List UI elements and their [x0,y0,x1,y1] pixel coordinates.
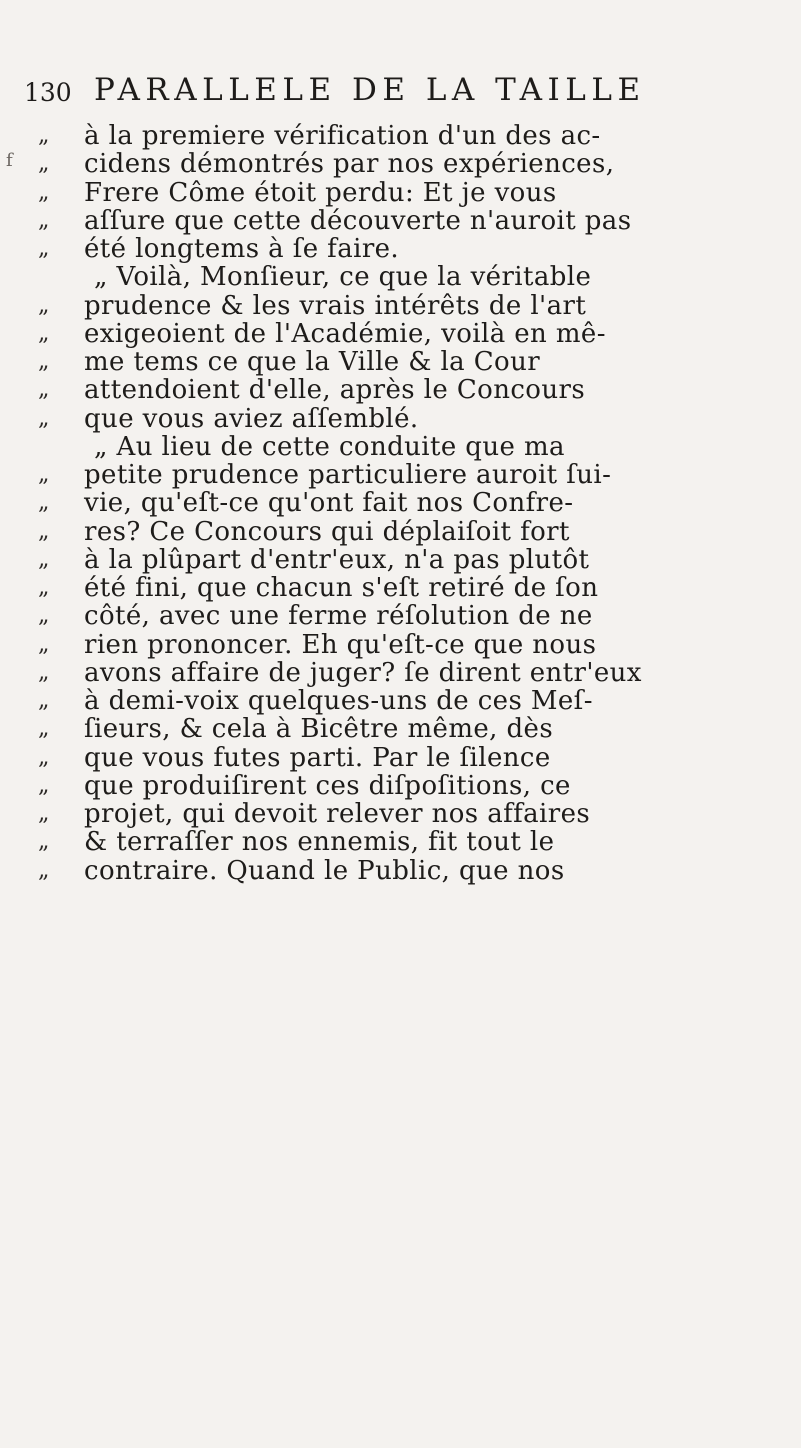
text-line [38,207,778,235]
line-text: & terraſſer nos ennemis, fit tout le [84,827,555,858]
text-line [38,659,778,687]
text-line [38,179,778,207]
line-text: petite prudence particuliere auroit ſui- [84,460,612,490]
quote-mark: „ [38,688,50,713]
line-text: aſſure que cette découverte n'auroit pas [84,205,632,236]
line-text: à la premiere vérification d'un des ac- [84,121,601,151]
line-text: Frere Côme étoit perdu: Et je vous [84,177,557,208]
line-text: à la plûpart d'entr'eux, n'a pas plutôt [84,544,590,575]
quote-mark: „ [38,179,50,205]
quote-mark: „ [38,207,50,233]
quote-mark: „ [38,490,50,516]
quote-mark: „ [38,320,50,346]
text-line [38,150,778,178]
line-text: avons affaire de juger? ſe dirent entr'eux [84,657,642,688]
quote-mark: „ [38,546,50,572]
line-text: côté, avec une ferme réſolution de ne [84,601,593,632]
text-line [38,800,778,828]
text-line [38,602,778,630]
line-text: projet, qui devoit relever nos affaires [84,799,591,829]
quote-mark: „ [38,405,50,431]
page-header [24,72,764,112]
line-text: que vous futes parti. Par le ſilence [84,742,551,773]
text-line [38,518,778,546]
line-text: rien prononcer. Eh qu'eſt-ce que nous [84,629,597,660]
text-line [38,433,778,461]
text-line [38,461,778,489]
running-title: PARALLELE DE LA TAILLE [94,72,646,108]
text-line [38,263,778,291]
quote-mark: „ [38,631,50,657]
line-text: à demi-voix quelques-uns de ces Meſ- [84,686,593,716]
text-line [38,857,778,885]
quote-mark: „ [38,659,50,685]
text-line [38,489,778,517]
line-text: me tems ce que la Ville & la Cour [84,347,541,377]
quote-mark: „ [38,829,50,855]
quote-mark: „ [38,377,50,403]
text-line [38,546,778,574]
text-line [38,828,778,856]
quote-mark: „ [38,462,50,487]
margin-mark: f [6,150,13,171]
line-text: res? Ce Concours qui déplaiſoit fort [84,516,570,547]
text-line [38,687,778,715]
line-text: que vous aviez aſſemblé. [84,403,419,434]
quote-mark: „ [38,744,50,770]
page-number: 130 [24,78,72,107]
text-line [38,744,778,772]
quote-mark: „ [38,716,50,742]
body-text [38,122,778,885]
line-text: „ Voilà, Monſieur, ce que la véritable [94,262,592,293]
quote-mark: „ [38,123,50,148]
quote-mark: „ [38,857,50,883]
quote-mark: „ [38,801,50,826]
line-text: cidens démontrés par nos expériences, [84,149,615,180]
text-line [38,348,778,376]
quote-mark: „ [38,603,50,629]
text-line [38,122,778,150]
text-line [38,376,778,404]
text-line [38,631,778,659]
quote-mark: „ [38,236,50,261]
line-text: été longtems à ſe faire. [84,234,400,264]
text-line [38,235,778,263]
text-line [38,292,778,320]
line-text: ſieurs, & cela à Bicêtre même, dès [84,714,554,745]
quote-mark: „ [38,772,50,798]
text-line [38,772,778,800]
quote-mark: „ [38,292,50,318]
line-text: été fini, que chacun s'eſt retiré de ſon [84,573,599,603]
text-line [38,405,778,433]
line-text: exigeoient de l'Académie, voilà en mê- [84,318,606,349]
line-text: attendoient d'elle, après le Concours [84,375,586,406]
text-line [38,320,778,348]
text-line [38,574,778,602]
line-text: vie, qu'eſt-ce qu'ont fait nos Confre- [84,488,574,519]
line-text: contraire. Quand le Public, que nos [84,855,565,886]
text-line [38,715,778,743]
line-text: que produiſirent ces diſpoſitions, ce [84,770,571,801]
quote-mark: „ [38,349,50,374]
quote-mark: „ [38,575,50,600]
quote-mark: „ [38,518,50,544]
quote-mark: „ [38,151,50,177]
line-text: prudence & les vrais intérêts de l'art [84,290,587,321]
line-text: „ Au lieu de cette conduite que ma [94,431,565,462]
